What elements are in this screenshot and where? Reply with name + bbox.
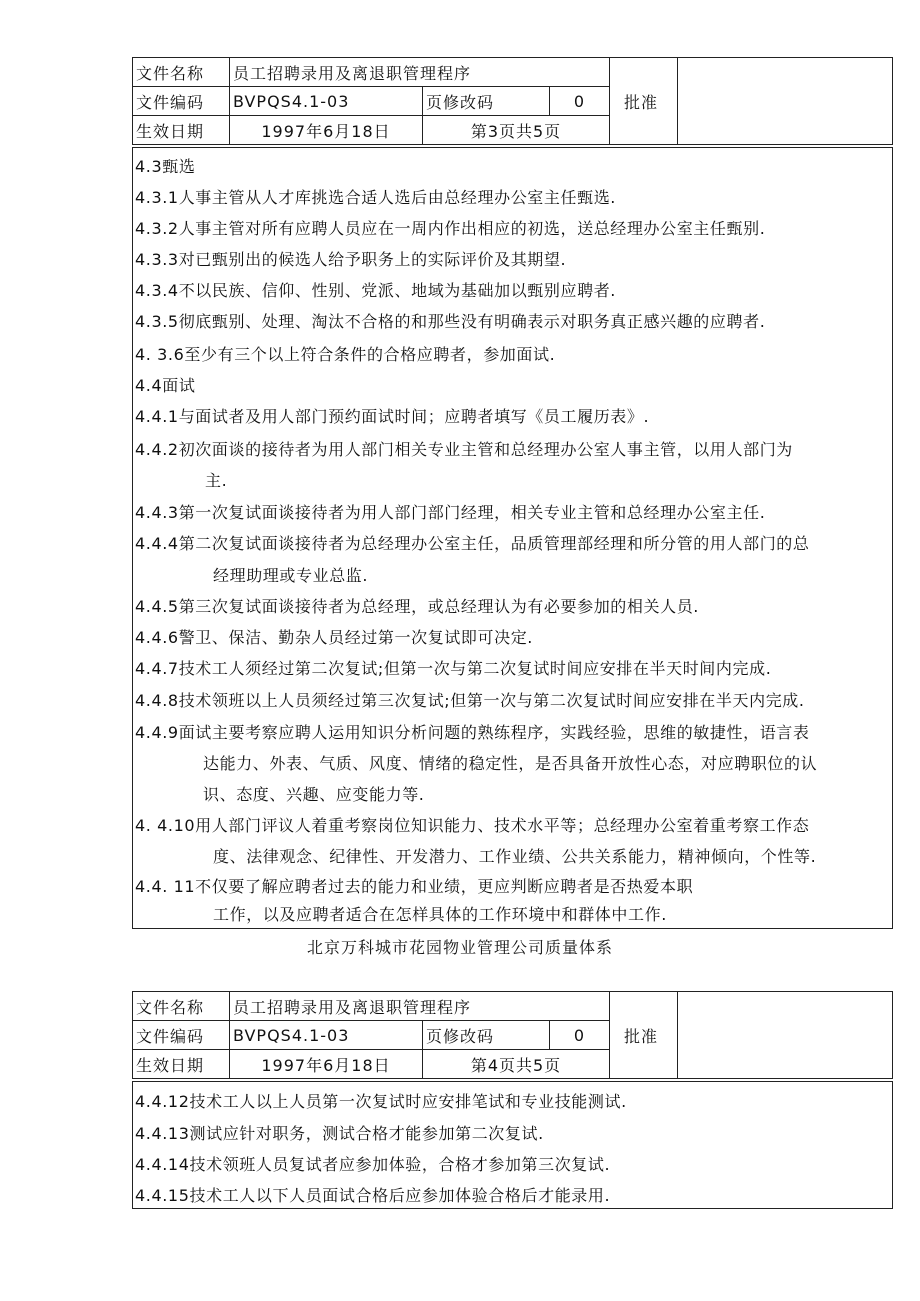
content-line: 4. 4.10用人部门评议人着重考察岗位知识能力、技术水平等；总经理办公室着重考察工作态 — [135, 816, 810, 835]
file-code-value: BVPQS4.1-03 — [230, 87, 423, 116]
effective-date-label: 生效日期 — [133, 1050, 230, 1079]
revision-value: 0 — [550, 1021, 610, 1050]
revision-value: 0 — [550, 87, 610, 116]
doc-header-table-1 — [132, 57, 893, 145]
approve-label: 批准 — [610, 58, 678, 145]
file-name-label: 文件名称 — [133, 992, 230, 1021]
footer-company: 北京万科城市花园物业管理公司质量体系 — [306, 938, 613, 957]
content-line: 度、法律观念、纪律性、开发潜力、工作业绩、公共关系能力，精神倾向，个性等. — [213, 847, 817, 866]
content-line: 4.4.14技术领班人员复试者应参加体验，合格才参加第三次复试. — [135, 1155, 611, 1174]
approve-label: 批准 — [610, 992, 678, 1079]
content-line: 4.4.9面试主要考察应聘人运用知识分析问题的熟练程序，实践经验，思维的敏捷性，语言表 — [135, 723, 810, 742]
approve-signature-cell — [678, 58, 893, 145]
file-name-value: 员工招聘录用及离退职管理程序 — [230, 992, 610, 1021]
content-line: 4.4.12技术工人以上人员第一次复试时应安排笔试和专业技能测试. — [135, 1092, 627, 1111]
content-line: 经理助理或专业总监. — [213, 566, 369, 585]
content-line: 达能力、外表、气质、风度、情绪的稳定性，是否具备开放性心态，对应聘职位的认 — [203, 754, 818, 773]
effective-date-label: 生效日期 — [133, 116, 230, 145]
content-line: 4.4.2初次面谈的接待者为用人部门相关专业主管和总经理办公室人事主管，以用人部门为 — [135, 440, 793, 459]
content-line: 4. 3.6至少有三个以上符合条件的合格应聘者，参加面试. — [135, 345, 556, 364]
content-line: 4.4. 11不仅要了解应聘者过去的能力和业绩，更应判断应聘者是否热爱本职 — [135, 877, 694, 896]
page-info: 第4页共5页 — [423, 1050, 610, 1079]
effective-date-value: 1997年6月18日 — [230, 116, 423, 145]
doc-header-table-2 — [132, 991, 893, 1079]
content-line: 4.4.1与面试者及用人部门预约面试时间；应聘者填写《员工履历表》. — [135, 407, 650, 426]
content-line: 4.4.7技术工人须经过第二次复试;但第一次与第二次复试时间应安排在半天时间内完成. — [135, 659, 772, 678]
revision-label: 页修改码 — [423, 87, 550, 116]
content-line: 4.4.13测试应针对职务，测试合格才能参加第二次复试. — [135, 1124, 544, 1143]
content-line: 4.3.1人事主管从人才库挑选合适人选后由总经理办公室主任甄选. — [135, 188, 616, 207]
content-line: 4.4.5第三次复试面谈接待者为总经理，或总经理认为有必要参加的相关人员. — [135, 597, 699, 616]
content-line: 4.4.4第二次复试面谈接待者为总经理办公室主任，品质管理部经理和所分管的用人部门的总 — [135, 534, 810, 553]
content-line: 4.3.5彻底甄别、处理、淘汰不合格的和那些没有明确表示对职务真正感兴趣的应聘者. — [135, 312, 766, 331]
file-code-value: BVPQS4.1-03 — [230, 1021, 423, 1050]
content-line: 4.4面试 — [135, 376, 196, 395]
file-code-label: 文件编码 — [133, 1021, 230, 1050]
content-line: 4.3.4不以民族、信仰、性别、党派、地域为基础加以甄别应聘者. — [135, 281, 616, 300]
content-line: 工作，以及应聘者适合在怎样具体的工作环境中和群体中工作. — [213, 905, 667, 924]
content-line: 4.3甄选 — [135, 157, 196, 176]
approve-signature-cell — [678, 992, 893, 1079]
file-code-label: 文件编码 — [133, 87, 230, 116]
content-box-2 — [132, 1081, 893, 1209]
file-name-label: 文件名称 — [133, 58, 230, 87]
content-line: 4.4.8技术领班以上人员须经过第三次复试;但第一次与第二次复试时间应安排在半天内完成. — [135, 691, 805, 710]
content-line: 4.4.6警卫、保洁、勤杂人员经过第一次复试即可决定. — [135, 628, 533, 647]
content-line: 4.3.2人事主管对所有应聘人员应在一周内作出相应的初选，送总经理办公室主任甄别. — [135, 219, 766, 238]
page-info: 第3页共5页 — [423, 116, 610, 145]
content-line: 4.4.3第一次复试面谈接待者为用人部门部门经理，相关专业主管和总经理办公室主任. — [135, 503, 766, 522]
revision-label: 页修改码 — [423, 1021, 550, 1050]
content-box-1 — [132, 147, 893, 929]
content-line: 识、态度、兴趣、应变能力等. — [203, 785, 425, 804]
effective-date-value: 1997年6月18日 — [230, 1050, 423, 1079]
file-name-value: 员工招聘录用及离退职管理程序 — [230, 58, 610, 87]
content-line: 4.3.3对已甄别出的候选人给予职务上的实际评价及其期望. — [135, 250, 567, 269]
content-line: 主. — [205, 471, 228, 490]
content-line: 4.4.15技术工人以下人员面试合格后应参加体验合格后才能录用. — [135, 1186, 611, 1205]
